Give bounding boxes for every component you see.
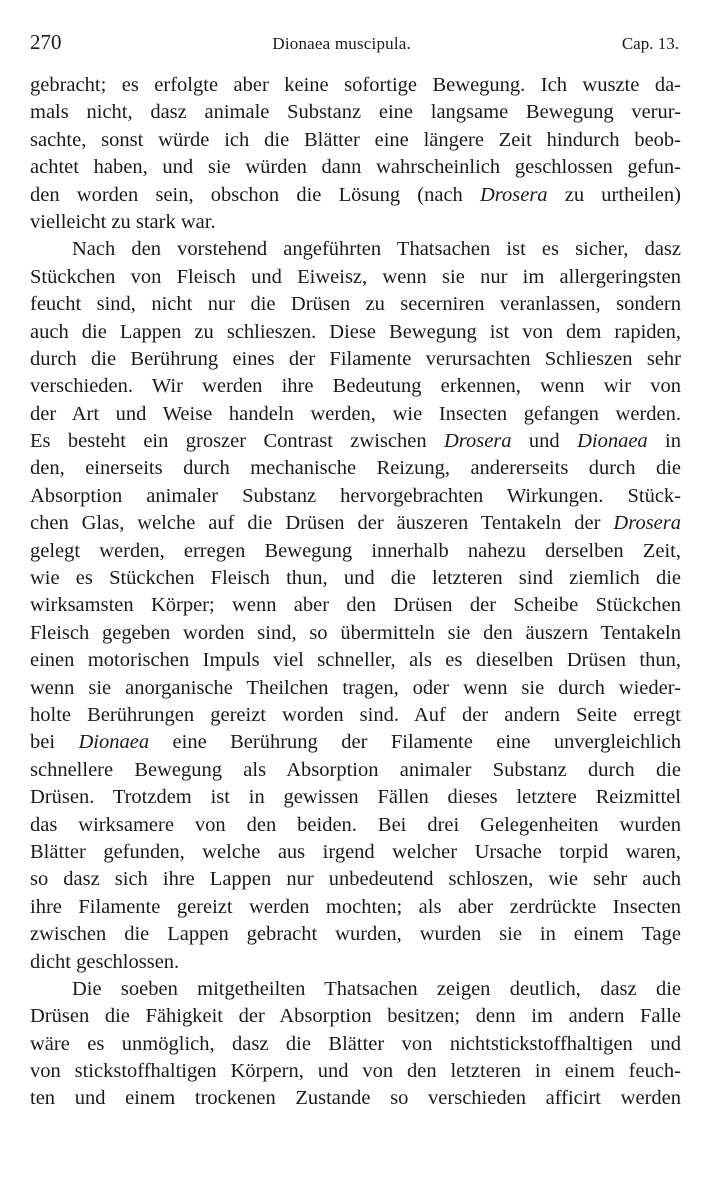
text-line: mals nicht, dasz animale Substanz eine langsame Bewegung verur- (30, 101, 681, 124)
text-line: achtet haben, und sie würden dann wahrscheinlich geschlossen gefun- (30, 156, 681, 179)
text-line: feucht sind, nicht nur die Drüsen zu secerniren veranlassen, sondern (30, 293, 681, 316)
text-line: den, einerseits durch mechanische Reizung, andererseits durch die (30, 457, 681, 480)
text-line: verschieden. Wir werden ihre Bedeutung erkennen, wenn wir von (30, 375, 681, 398)
text-line: zwischen die Lappen gebracht wurden, wurden sie in einem Tage (30, 923, 681, 946)
taxon-name: Dionaea (577, 430, 648, 453)
text-line: chen Glas, welche auf die Drüsen der äuszeren Tentakeln der Drosera (30, 512, 681, 535)
text-line: gelegt werden, erregen Bewegung innerhalb nahezu derselben Zeit, (30, 539, 681, 562)
taxon-name: Dionaea (78, 731, 150, 754)
text-line: Fleisch gegeben worden sind, so übermitteln sie den äuszern Tentakeln (30, 621, 681, 644)
text-line: Stückchen von Fleisch und Eiweisz, wenn sie nur im allergeringsten (30, 265, 681, 288)
text-line: wäre es unmöglich, dasz die Blätter von nichtstickstoffhaltigen und (30, 1032, 681, 1055)
text-line: den worden sein, obschon die Lösung (nach Drosera zu urtheilen) (30, 183, 681, 206)
text-line: schnellere Bewegung als Absorption animaler Substanz durch die (30, 758, 681, 781)
taxon-name: Drosera (613, 512, 681, 535)
text-line: Drüsen. Trotzdem ist in gewissen Fällen dieses letztere Reizmittel (30, 786, 681, 809)
page-header (30, 30, 679, 60)
text-line: wenn sie anorganische Theilchen tragen, oder wenn sie durch wieder- (30, 676, 681, 699)
text-line: wie es Stückchen Fleisch thun, und die letzteren sind ziemlich die (30, 567, 681, 590)
taxon-name: Drosera (479, 183, 548, 206)
text-line: ihre Filamente gereizt werden mochten; als aber zerdrückte Insecten (30, 895, 681, 918)
body-text (30, 72, 681, 1113)
text-line: der Art und Weise handeln werden, wie Insecten gefangen werden. (30, 402, 681, 425)
running-title: Dionaea muscipula. (272, 34, 411, 53)
page-number: 270 (30, 30, 62, 54)
text-line: holte Berührungen gereizt worden sind. Auf der andern Seite erregt (30, 703, 681, 726)
chapter-label: Cap. 13. (621, 34, 679, 53)
text-line: bei Dionaea eine Berührung der Filamente eine unvergleichlich (30, 731, 681, 754)
text-line: sachte, sonst würde ich die Blätter eine längere Zeit hindurch beob- (30, 128, 681, 151)
text-line: ten und einem trockenen Zustande so verschieden afficirt werden (30, 1087, 681, 1110)
text-line: vielleicht zu stark war. (30, 210, 216, 233)
text-line: Drüsen die Fähigkeit der Absorption besitzen; denn im andern Falle (30, 1005, 681, 1028)
text-line: dicht geschlossen. (30, 950, 180, 973)
text-line: Es besteht ein groszer Contrast zwischen Drosera und Dionaea in (30, 430, 681, 453)
text-line: auch die Lappen zu schlieszen. Diese Bewegung ist von dem rapiden, (30, 320, 681, 343)
paragraph-start-line: Nach den vorstehend angeführten Thatsachen ist es sicher, dasz (72, 238, 681, 261)
text-line: das wirksamere von den beiden. Bei drei Gelegenheiten wurden (30, 813, 681, 836)
text-line: von stickstoffhaltigen Körpern, und von den letzteren in einem feuch- (30, 1060, 681, 1083)
taxon-name: Drosera (443, 430, 512, 453)
text-line: gebracht; es erfolgte aber keine sofortige Bewegung. Ich wuszte da- (30, 74, 681, 96)
paragraph-start-line: Die soeben mitgetheilten Thatsachen zeigen deutlich, dasz die (72, 977, 681, 1000)
text-line: einen motorischen Impuls viel schneller, als es dieselben Drüsen thun, (30, 649, 681, 672)
text-line: wirksamsten Körper; wenn aber den Drüsen der Scheibe Stückchen (30, 594, 681, 617)
text-line: Absorption animaler Substanz hervorgebrachten Wirkungen. Stück- (30, 484, 681, 507)
text-line: so dasz sich ihre Lappen nur unbedeutend schloszen, wie sehr auch (30, 868, 681, 891)
text-line: Blätter gefunden, welche aus irgend welcher Ursache torpid waren, (30, 840, 681, 863)
text-line: durch die Berührung eines der Filamente verursachten Schlieszen sehr (30, 347, 681, 370)
